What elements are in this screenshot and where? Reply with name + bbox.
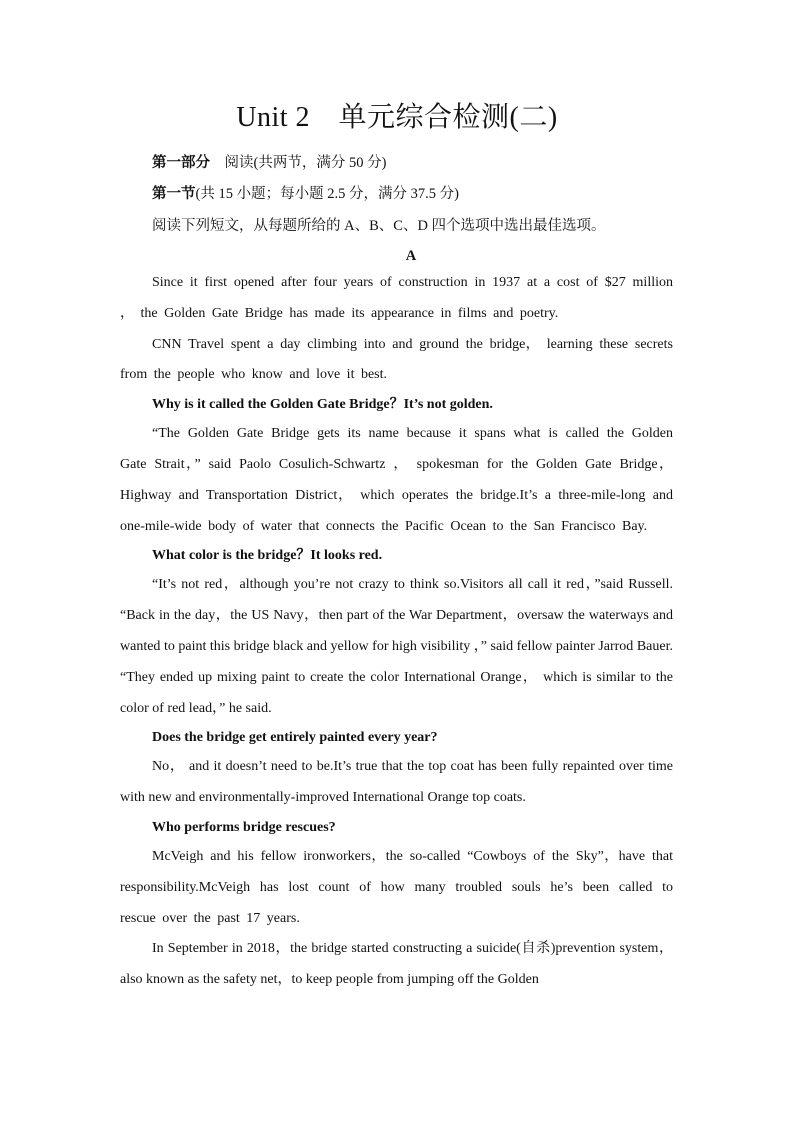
passage-letter: A xyxy=(405,248,417,264)
paragraph: No， and it doesn’t need to be.It’s true that the top coat has been fully repainted over time with new and environmentally-improved International Orange top coats. xyxy=(120,759,673,806)
paragraph: “It’s not red，although you’re not crazy to think so.Visitors all call it red，”said Russell. “Back in the day，the US Navy，then part of the War Department，oversaw the waterways and wanted to paint this bridge black and yellow for high visibility ，” said fellow painter Jarrod Bauer. “They ended up mixing paint to create the color International Orange， which is similar to the color of red lead，” he said. xyxy=(120,577,673,716)
page-title: Unit 2 单元综合检测(二) xyxy=(236,102,558,133)
paragraph: CNN Travel spent a day climbing into and ground the bridge， learning these secrets from the people who know and love it best. xyxy=(120,336,673,383)
section-text: (共 15 小题；每小题 2.5 分，满分 37.5 分) xyxy=(195,186,459,202)
paragraph: Since it first opened after four years of construction in 1937 at a cost of $27 million ， the Golden Gate Bridge has made its appearance in films and poetry. xyxy=(120,275,673,321)
part-heading xyxy=(152,153,386,173)
paragraph: In September in 2018，the bridge started constructing a suicide(自杀)prevention system， also known as the safety net，to keep people from jumping off the Golden xyxy=(120,941,673,988)
question-heading: Who performs bridge rescues? xyxy=(152,819,336,835)
paragraph: McVeigh and his fellow ironworkers，the so-called “Cowboys of the Sky”，have that responsibility.McVeigh has lost count of how many troubled souls he’s been called to rescue over the past 17 years. xyxy=(120,848,673,926)
question-heading: Does the bridge get entirely painted every year? xyxy=(152,730,438,746)
part-label: 第一部分 xyxy=(152,155,210,171)
passage-body xyxy=(120,268,673,996)
section-label: 第一节 xyxy=(152,186,196,202)
section-heading xyxy=(152,184,459,204)
instruction-text: 阅读下列短文，从每题所给的 A、B、C、D 四个选项中选出最佳选项。 xyxy=(152,218,606,234)
part-text: 阅读(共两节，满分 50 分) xyxy=(210,155,387,171)
question-heading: Why is it called the Golden Gate Bridge？It’s not golden. xyxy=(152,397,493,413)
paragraph: “The Golden Gate Bridge gets its name because it spans what is called the Golden Gate Strait，” said Paolo Cosulich-Schwartz ， spokesman for the Golden Gate Bridge， Highway and Transportation District， which operates the bridge.It’s a three-mile-long and one-mile-wide body of water that connects the Pacific Ocean to the San Francisco Bay. xyxy=(120,426,673,534)
question-heading: What color is the bridge？It looks red. xyxy=(152,548,383,564)
